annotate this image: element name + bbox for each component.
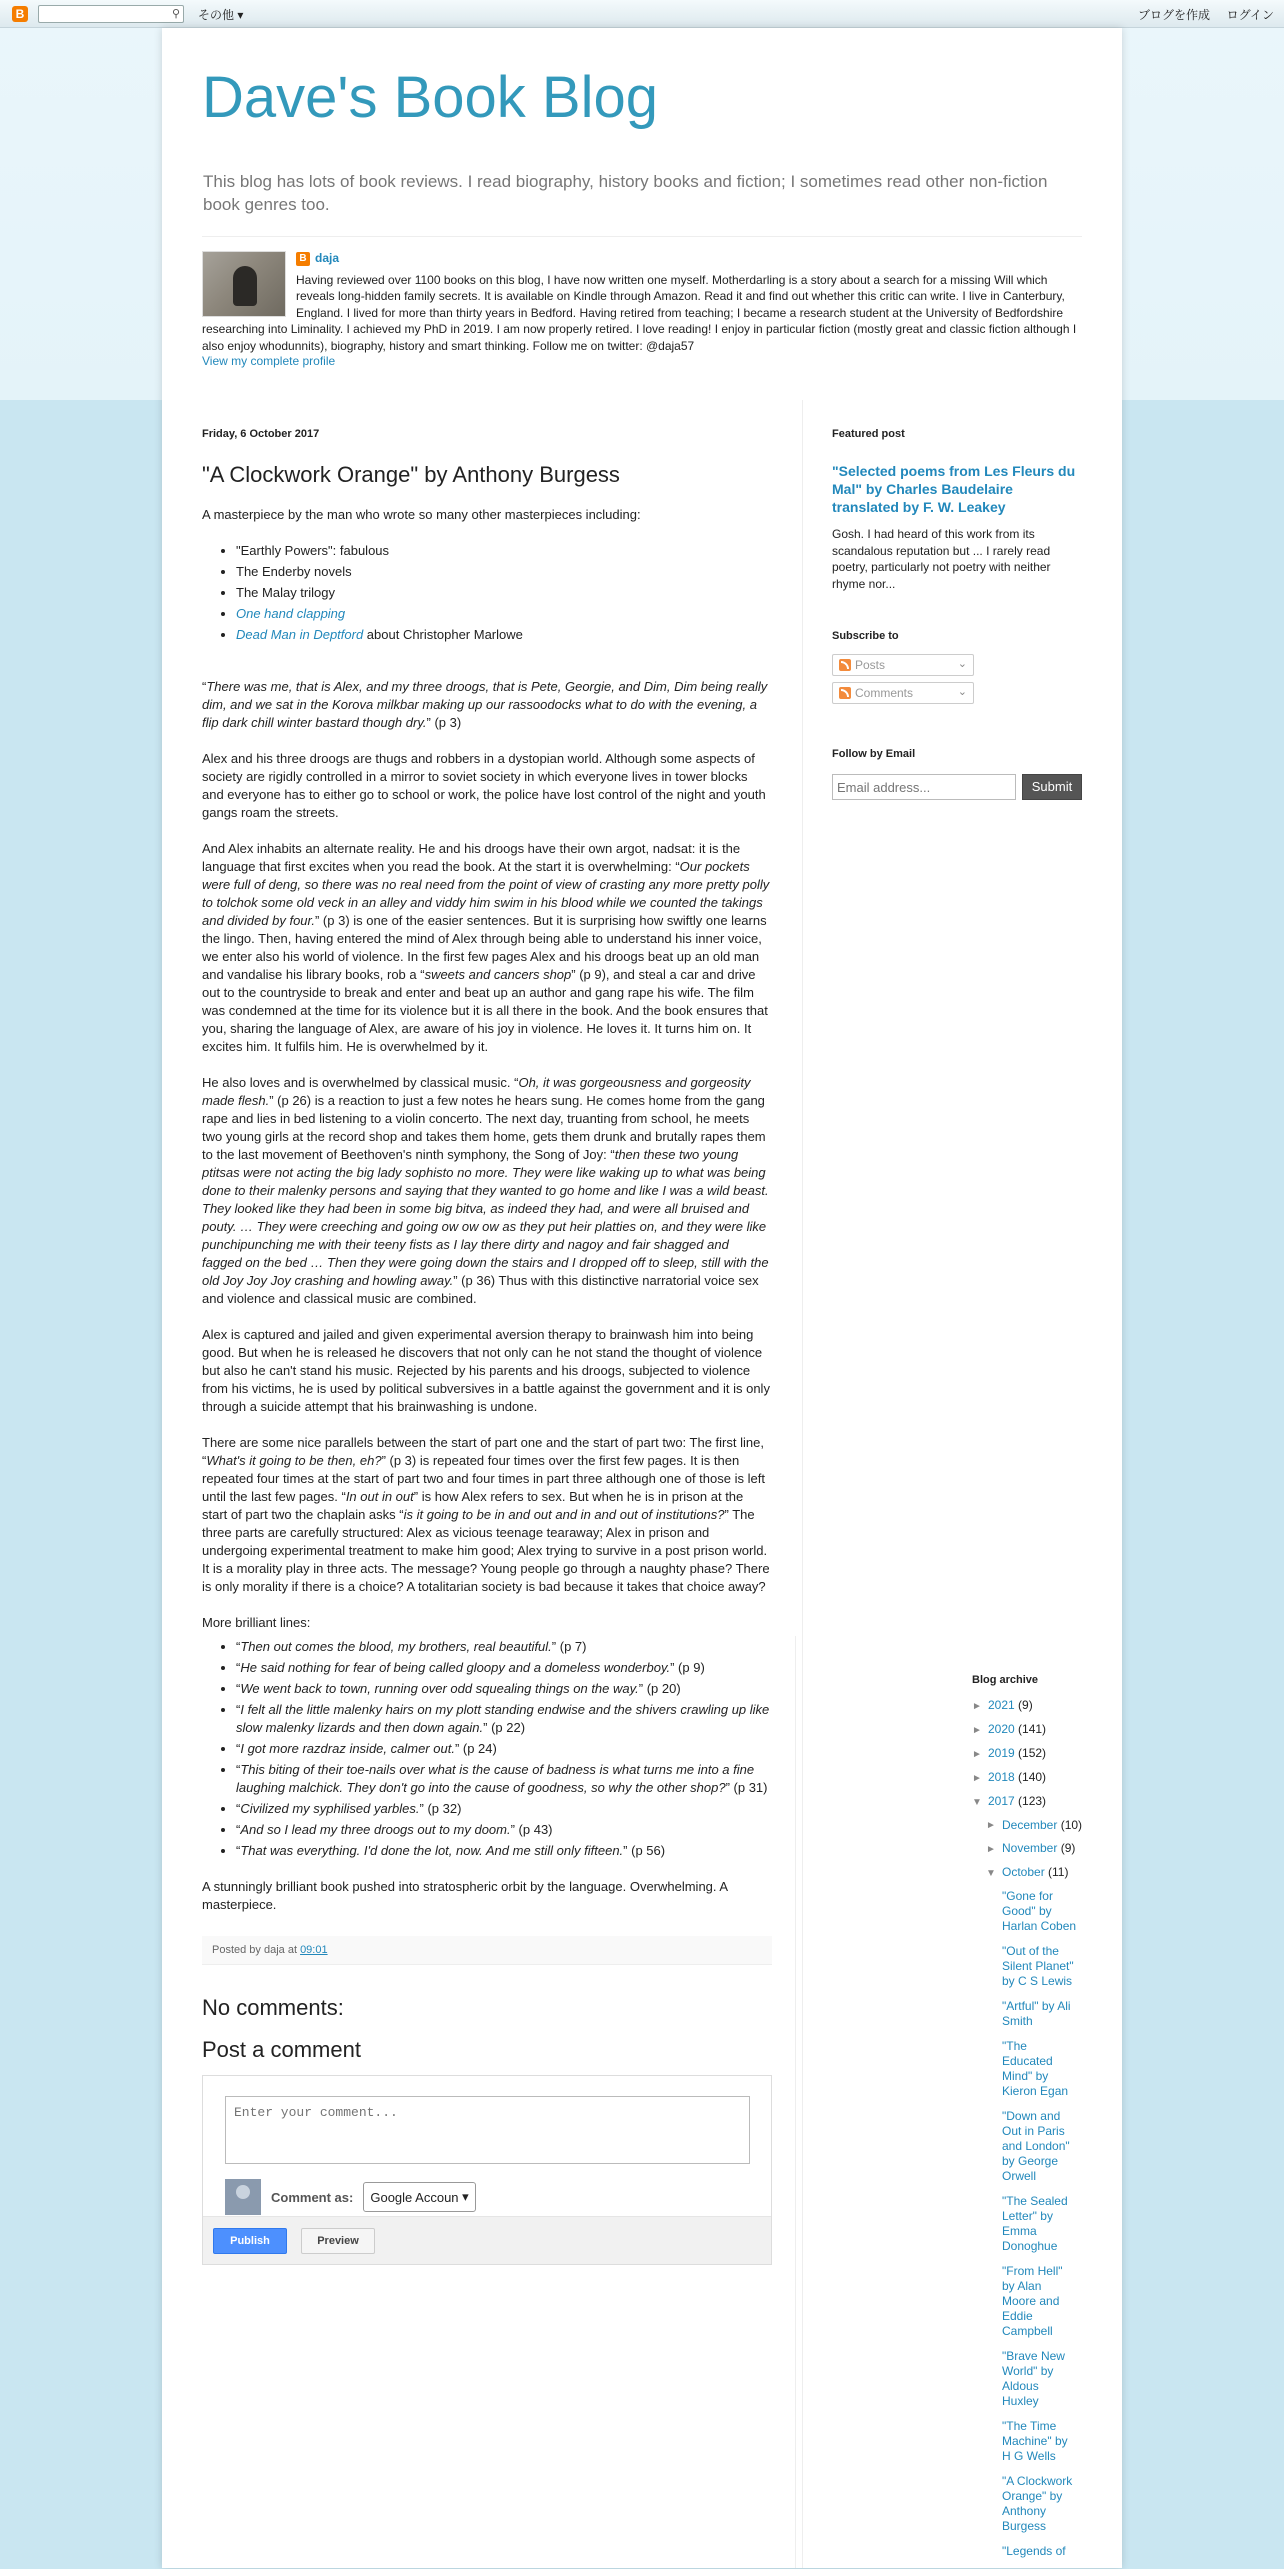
post-title: "A Clockwork Orange" by Anthony Burgess [202, 462, 620, 487]
triangle-right-icon[interactable]: ► [972, 1773, 982, 1784]
blog-archive-heading: Blog archive [972, 1674, 1039, 1686]
triangle-right-icon[interactable]: ► [972, 1725, 982, 1736]
user-avatar-icon [225, 2179, 261, 2215]
archive-post-link[interactable]: "Down and Out in Paris and London" by George Orwell [1002, 2109, 1070, 2183]
column-divider [802, 400, 803, 2568]
closing-paragraph: A stunningly brilliant book pushed into stratospheric orbit by the language. Overwhelming. A masterpiece. [202, 1879, 728, 1912]
follow-email-heading: Follow by Email [832, 748, 916, 760]
profile-name-link[interactable]: daja [315, 251, 340, 265]
list-item: • “He said nothing for fear of being called gloopy and a domeless wonderboy.” (p 9) [236, 1659, 772, 1677]
subscribe-comments-dropdown[interactable]: Comments ⌄ [832, 682, 974, 704]
login-link[interactable]: ログイン [1226, 8, 1274, 22]
list-item: • “Civilized my syphilised yarbles.” (p 32) [236, 1800, 772, 1818]
archive-month-open[interactable]: ▼ October (11) [986, 1865, 1069, 1879]
list-item: • “This biting of their toe-nails over what is the cause of badness is what turns me into a fine laughing malchick. They don't go into the cause of goodness, so why the other shop?” (p 31) [236, 1761, 772, 1797]
archive-post-link[interactable]: "Artful" by Ali Smith [1002, 1999, 1071, 2028]
list-item: • “Then out comes the blood, my brothers, real beautiful.” (p 7) [236, 1638, 772, 1656]
subscribe-posts-dropdown[interactable]: Posts ⌄ [832, 654, 974, 676]
one-hand-clapping-link[interactable]: One hand clapping [236, 606, 346, 621]
email-submit-button[interactable]: Submit [1022, 774, 1082, 800]
email-input[interactable] [832, 774, 1016, 800]
navbar-more-menu[interactable]: その他 ▾ [198, 8, 244, 22]
triangle-right-icon[interactable]: ► [986, 1820, 996, 1831]
create-blog-link[interactable]: ブログを作成 [1137, 8, 1210, 22]
comment-as-row [225, 2179, 749, 2215]
post-timestamp-link[interactable]: 09:01 [300, 1944, 328, 1956]
archive-post-link[interactable]: "Out of the Silent Planet" by C S Lewis [1002, 1944, 1074, 1988]
featured-post-link[interactable]: "Selected poems from Les Fleurs du Mal" by Charles Baudelaire translated by F. W. Leakey [832, 463, 1076, 515]
more-lines-label: More brilliant lines: [202, 1615, 311, 1630]
publish-button[interactable]: Publish [213, 2228, 287, 2254]
blogger-profile-icon: B [296, 252, 310, 266]
triangle-down-icon[interactable]: ▼ [972, 1797, 982, 1808]
triangle-right-icon[interactable]: ► [972, 1701, 982, 1712]
list-item: • The Malay trilogy [236, 584, 772, 602]
blog-header [162, 28, 1122, 400]
archive-year[interactable]: ► 2020 (141) [972, 1722, 1047, 1736]
archive-post-list [1002, 1889, 1078, 2559]
list-item: • "Earthly Powers": fabulous [236, 542, 772, 560]
archive-post-link[interactable]: "From Hell" by Alan Moore and Eddie Campbell [1002, 2264, 1063, 2338]
quotes-list [202, 1638, 772, 1860]
rss-feed-icon [839, 687, 851, 699]
paragraph: Alex is captured and jailed and given experimental aversion therapy to brainwash him into being good. But when he is released he discovers that not only can he not stand the thought of violence but also he can't stand his music. Rejected by his parents and his droogs, subjected to violence from his victims, he is used by political subversives in a battle against the government and it is only through a suicide attempt that his brainwashing is undone. [202, 1327, 770, 1414]
quote-paragraph: “There was me, that is Alex, and my three droogs, that is Pete, Georgie, and Dim, Dim being really dim, and we sat in the Korova milkbar making up our rassoodocks what to do with the evening, a flip dark chill winter bastard though dry.” (p 3) [202, 679, 768, 730]
list-item: • The Enderby novels [236, 563, 772, 581]
navbar-search-input[interactable] [38, 5, 184, 23]
dead-man-in-deptford-link[interactable]: Dead Man in Deptford [236, 627, 364, 642]
chevron-down-icon: ⌄ [957, 658, 967, 670]
main-column [202, 400, 772, 2265]
chevron-down-icon: ▾ [462, 2189, 469, 2204]
featured-post-snippet: Gosh. I had heard of this work from its scandalous reputation but ... I rarely read poetry, particularly not poetry with neither rhyme nor... [832, 527, 1051, 591]
paragraph: He also loves and is overwhelmed by classical music. “Oh, it was gorgeousness and gorgeosity made flesh.” (p 26) is a reaction to just a few notes he hears sung. He comes home from the gang rape and lies in bed listening to a violin concerto. The next day, truanting from school, he meets two young girls at the record shop and takes them home, gets them drunk and brutally rapes them to the last movement of Beethoven's ninth symphony, the Song of Joy: “then these two young ptitsas were not acting the big lady sophisto no more. They were like waking up to what was being done to their malenky persons and saying that they wanted to go home and like I was a wild beast. They looked like they had been in some big bitva, as indeed they had, and were all bruised and pouty. … They were creeching and going ow ow ow as they put heir platties on, and they were like punchipunching me with their teeny fists as I lay there dirty and nagoy and fair shagged and fagged on the bed … Then they were going down the stairs and I dropped off to sleep, still with the old Joy Joy Joy crashing and howling away.” (p 36) Thus with this distinctive narratorial voice sex and violence and classical music are combined. [202, 1075, 769, 1306]
post-comment-heading: Post a comment [202, 2037, 361, 2062]
comment-actions [203, 2216, 771, 2264]
archive-month[interactable]: ► December (10) [986, 1818, 1083, 1832]
list-item: • Dead Man in Deptford about Christopher Marlowe [236, 626, 772, 644]
profile-avatar[interactable] [202, 251, 286, 317]
rss-feed-icon [839, 659, 851, 671]
archive-year-open[interactable]: ▼ 2017 (123) [972, 1794, 1047, 1808]
view-profile-link[interactable]: View my complete profile [202, 354, 336, 368]
paragraph: Alex and his three droogs are thugs and robbers in a dystopian world. Although some aspects of society are rigidly controlled in a mirror to soviet society in which everyone lives in tower blocks and everyone has to either go to school or work, the police have lost control of the night and youth gangs roam the streets. [202, 751, 766, 820]
archive-post-link[interactable]: "The Sealed Letter" by Emma Donoghue [1002, 2194, 1068, 2253]
profile-widget [202, 236, 1082, 354]
list-item: • “We went back to town, running over odd squealing things on the way.” (p 20) [236, 1680, 772, 1698]
search-icon[interactable]: ⚲ [171, 8, 180, 20]
archive-post-link[interactable]: "Legends of [1002, 2544, 1066, 2558]
post-intro: A masterpiece by the man who wrote so many other masterpieces including: [202, 507, 641, 522]
archive-post-link[interactable]: "Gone for Good" by Harlan Coben [1002, 1889, 1077, 1933]
list-item [236, 605, 772, 623]
post-date: Friday, 6 October 2017 [202, 428, 320, 440]
comment-as-label: Comment as: [271, 2189, 354, 2205]
archive-post-link[interactable]: "A Clockwork Orange" by Anthony Burgess [1002, 2474, 1073, 2533]
archive-post-link[interactable]: "Brave New World" by Aldous Huxley [1002, 2349, 1065, 2408]
blog-title[interactable]: Dave's Book Blog [202, 65, 658, 130]
archive-year[interactable]: ► 2018 (140) [972, 1770, 1047, 1784]
list-item: • “And so I lead my three droogs out to my doom.” (p 43) [236, 1821, 772, 1839]
profile-bio: Having reviewed over 1100 books on this blog, I have now written one myself. Motherdarling is a story about a search for a missing Will which reveals long-hidden family secrets. It is available on Kindle through Amazon. Read it and find out whether this critic can write. I live in Canterbury, England. I lived for more than thirty years in Bedford. Having retired from teaching; I became a research student at the University of Bedfordshire researching into Liminality. I achieved my PhD in 2019. I am now properly retired. I love reading! I enjoy in particular fiction (mostly great and classic fiction although I also enjoy whodunnits), biography, history and smart thinking. Follow me on twitter: @daja57 [202, 272, 1077, 353]
archive-post-link[interactable]: "The Time Machine" by H G Wells [1002, 2419, 1068, 2463]
subscribe-heading: Subscribe to [832, 630, 899, 642]
comment-form [202, 2075, 772, 2265]
triangle-down-icon[interactable]: ▼ [986, 1868, 996, 1879]
sidebar [832, 400, 1082, 800]
post-footer: Posted by daja at 09:01 [202, 1936, 772, 1965]
featured-post-heading: Featured post [832, 428, 905, 440]
list-item: • “I felt all the little malenky hairs on my plott standing endwise and the shivers crawling up like slow malenky lizards and then down again.” (p 22) [236, 1701, 772, 1737]
paragraph: There are some nice parallels between the start of part one and the start of part two: The first line, “What's it going to be then, eh?” (p 3) is repeated four times over the first few pages. It is then repeated four times at the start of part two and four times in part three although one of those is left until the last few pages. “In out in out” is how Alex refers to sex. But when he is in prison at the start of part two the chaplain asks “is it going to be in and out and in and out of institutions?” The three parts are carefully structured: Alex as vicious teenage tearaway; Alex in prison and undergoing experimental treatment to make him good; Alex trying to survive in a post prison world. It is a morality play in three acts. The message? Young people go through a naughty phase? There is only morality if there is a choice? A totalitarian society is bad because it takes that choice away? [202, 1435, 770, 1594]
blogger-navbar [0, 0, 1284, 28]
chevron-down-icon: ⌄ [957, 686, 967, 698]
paragraph: And Alex inhabits an alternate reality. He and his droogs have their own argot, nadsat: it is the language that first excites when you read the book. At the start it is overwhelming: “Our pockets were full of deng, so there was no real need from the point of view of crasting any more pretty polly to tolchok some old veck in an alley and viddy him swim in his blood while we counted the takings and divided by four.” (p 3) is one of the easier sentences. But it is surprising how swiftly one learns the lingo. Then, having entered the mind of Alex through being able to understand his inner voice, we enter also his world of violence. In the first few pages Alex and his droogs beat up an old man and vandalise his library books, rob a “sweets and cancers shop” (p 9), and steal a car and drive out to the countryside to break and enter and beat up an author and gang rape his wife. The film was condemned at the time for its violence but it is all there in the book. And the book ensures that you, sharing the language of Alex, are aware of his joy in violence. He loves it. It turns him on. It excites him. It fulfils him. He is overwhelmed by it. [202, 841, 770, 1054]
archive-post-link[interactable]: "The Educated Mind" by Kieron Egan [1002, 2039, 1069, 2098]
comment-input[interactable] [225, 2096, 750, 2164]
archive-divider [795, 1636, 796, 2568]
blog-archive [972, 1636, 1092, 2569]
list-item: • “I got more razdraz inside, calmer out.” (p 24) [236, 1740, 772, 1758]
email-subscribe-row [832, 774, 1082, 800]
comments-heading: No comments: [202, 1995, 344, 2020]
preview-button[interactable]: Preview [301, 2228, 375, 2254]
comment-identity-select[interactable]: Google Accoun ▾ [363, 2182, 475, 2212]
blogger-logo-icon[interactable]: B [12, 6, 28, 22]
books-list [202, 542, 772, 644]
post-body [202, 506, 772, 1914]
triangle-right-icon[interactable]: ► [972, 1749, 982, 1760]
archive-year[interactable]: ► 2019 (152) [972, 1746, 1047, 1760]
blog-description: This blog has lots of book reviews. I read biography, history books and fiction; I sometimes read other non-fiction book genres too. [203, 172, 1048, 214]
archive-year[interactable]: ► 2021 (9) [972, 1698, 1033, 1712]
triangle-right-icon[interactable]: ► [986, 1844, 996, 1855]
list-item: • “That was everything. I'd done the lot, now. And me still only fifteen.” (p 56) [236, 1842, 772, 1860]
archive-month[interactable]: ► November (9) [986, 1841, 1076, 1855]
